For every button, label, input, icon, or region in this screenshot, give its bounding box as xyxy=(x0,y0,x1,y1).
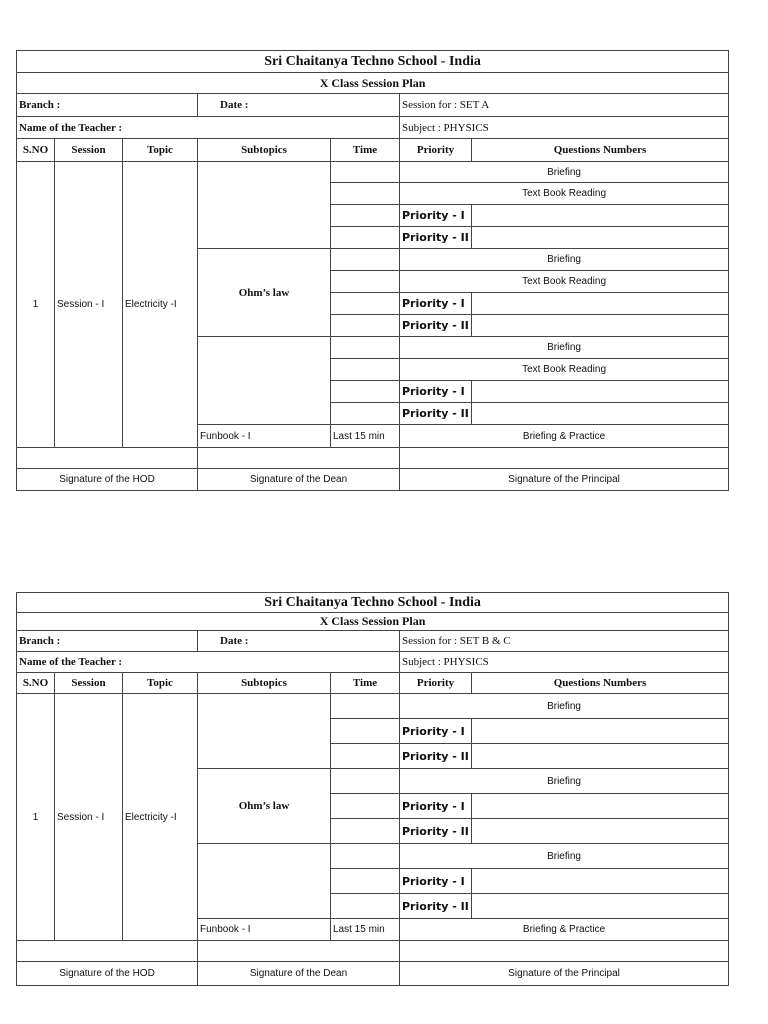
priority-1-cell: Priority - I xyxy=(400,381,472,403)
subject: Subject : PHYSICS xyxy=(400,652,729,673)
header-subtopics: Subtopics xyxy=(198,673,331,694)
topic-cell: Electricity -I xyxy=(123,162,198,448)
priority-1-cell: Priority - I xyxy=(400,293,472,315)
time-cell xyxy=(331,403,400,425)
header-question-numbers: Questions Numbers xyxy=(472,139,729,162)
branch-label: Branch : xyxy=(17,631,198,652)
column-headers xyxy=(17,673,729,694)
signature-row xyxy=(17,469,729,491)
time-cell xyxy=(331,249,400,271)
funbook-time: Last 15 min xyxy=(331,425,400,448)
session-cell: Session - I xyxy=(55,162,123,448)
time-cell xyxy=(331,819,400,844)
time-cell xyxy=(331,205,400,227)
session-plan-set-a xyxy=(16,50,728,491)
table-row xyxy=(17,162,729,183)
header-time: Time xyxy=(331,139,400,162)
time-cell xyxy=(331,271,400,293)
briefing-cell: Briefing xyxy=(400,769,729,794)
sno-cell: 1 xyxy=(17,162,55,448)
column-headers xyxy=(17,139,729,162)
header-priority: Priority xyxy=(400,673,472,694)
subject: Subject : PHYSICS xyxy=(400,117,729,139)
header-sno: S.NO xyxy=(17,673,55,694)
funbook-name: Funbook - I xyxy=(198,425,331,448)
time-cell xyxy=(331,844,400,869)
question-numbers-cell xyxy=(472,744,729,769)
question-numbers-cell xyxy=(472,869,729,894)
signature-hod: Signature of the HOD xyxy=(17,962,198,986)
time-cell xyxy=(331,381,400,403)
reading-cell: Text Book Reading xyxy=(400,271,729,293)
briefing-cell: Briefing xyxy=(400,162,729,183)
table-row xyxy=(17,694,729,719)
briefing-cell: Briefing xyxy=(400,249,729,271)
header-sno: S.NO xyxy=(17,139,55,162)
reading-cell: Text Book Reading xyxy=(400,183,729,205)
time-cell xyxy=(331,183,400,205)
sno-cell: 1 xyxy=(17,694,55,941)
header-question-numbers: Questions Numbers xyxy=(472,673,729,694)
question-numbers-cell xyxy=(472,819,729,844)
time-cell xyxy=(331,293,400,315)
plan-title: X Class Session Plan xyxy=(17,73,729,94)
priority-2-cell: Priority - II xyxy=(400,315,472,337)
topic-cell: Electricity -I xyxy=(123,694,198,941)
question-numbers-cell xyxy=(472,403,729,425)
signature-dean: Signature of the Dean xyxy=(198,962,400,986)
funbook-activity: Briefing & Practice xyxy=(400,919,729,941)
question-numbers-cell xyxy=(472,293,729,315)
time-cell xyxy=(331,894,400,919)
priority-1-cell: Priority - I xyxy=(400,869,472,894)
session-plan-table xyxy=(16,592,729,986)
header-subtopics: Subtopics xyxy=(198,139,331,162)
signature-hod: Signature of the HOD xyxy=(17,469,198,491)
time-cell xyxy=(331,315,400,337)
branch-label: Branch : xyxy=(17,94,198,117)
question-numbers-cell xyxy=(472,205,729,227)
signature-principal: Signature of the Principal xyxy=(400,962,729,986)
teacher-label: Name of the Teacher : xyxy=(17,117,400,139)
funbook-name: Funbook - I xyxy=(198,919,331,941)
signature-row xyxy=(17,962,729,986)
header-session: Session xyxy=(55,139,123,162)
subtopic-cell: Ohm’s law xyxy=(198,769,331,844)
briefing-cell: Briefing xyxy=(400,337,729,359)
subtopic-cell xyxy=(198,337,331,425)
time-cell xyxy=(331,359,400,381)
session-plan-set-b-c xyxy=(16,592,728,986)
header-time: Time xyxy=(331,673,400,694)
session-for: Session for : SET B & C xyxy=(400,631,729,652)
reading-cell: Text Book Reading xyxy=(400,359,729,381)
header-topic: Topic xyxy=(123,139,198,162)
time-cell xyxy=(331,744,400,769)
question-numbers-cell xyxy=(472,315,729,337)
funbook-time: Last 15 min xyxy=(331,919,400,941)
funbook-activity: Briefing & Practice xyxy=(400,425,729,448)
question-numbers-cell xyxy=(472,794,729,819)
session-cell: Session - I xyxy=(55,694,123,941)
briefing-cell: Briefing xyxy=(400,844,729,869)
subtopic-cell: Ohm’s law xyxy=(198,249,331,337)
briefing-cell: Briefing xyxy=(400,694,729,719)
plan-title: X Class Session Plan xyxy=(17,613,729,631)
signature-dean: Signature of the Dean xyxy=(198,469,400,491)
subtopic-cell xyxy=(198,844,331,919)
header-topic: Topic xyxy=(123,673,198,694)
question-numbers-cell xyxy=(472,381,729,403)
session-plan-table xyxy=(16,50,729,491)
blank-row xyxy=(17,941,729,962)
time-cell xyxy=(331,719,400,744)
priority-1-cell: Priority - I xyxy=(400,719,472,744)
priority-2-cell: Priority - II xyxy=(400,744,472,769)
header-priority: Priority xyxy=(400,139,472,162)
question-numbers-cell xyxy=(472,894,729,919)
session-for: Session for : SET A xyxy=(400,94,729,117)
priority-2-cell: Priority - II xyxy=(400,403,472,425)
subtopic-cell xyxy=(198,694,331,769)
priority-1-cell: Priority - I xyxy=(400,794,472,819)
signature-principal: Signature of the Principal xyxy=(400,469,729,491)
time-cell xyxy=(331,769,400,794)
blank-row xyxy=(17,448,729,469)
question-numbers-cell xyxy=(472,227,729,249)
priority-2-cell: Priority - II xyxy=(400,819,472,844)
time-cell xyxy=(331,694,400,719)
header-session: Session xyxy=(55,673,123,694)
priority-2-cell: Priority - II xyxy=(400,894,472,919)
question-numbers-cell xyxy=(472,719,729,744)
priority-2-cell: Priority - II xyxy=(400,227,472,249)
school-title: Sri Chaitanya Techno School - India xyxy=(17,51,729,73)
teacher-label: Name of the Teacher : xyxy=(17,652,400,673)
subtopic-cell xyxy=(198,162,331,249)
date-label: Date : xyxy=(198,94,400,117)
time-cell xyxy=(331,794,400,819)
time-cell xyxy=(331,227,400,249)
date-label: Date : xyxy=(198,631,400,652)
time-cell xyxy=(331,337,400,359)
priority-1-cell: Priority - I xyxy=(400,205,472,227)
school-title: Sri Chaitanya Techno School - India xyxy=(17,593,729,613)
time-cell xyxy=(331,869,400,894)
time-cell xyxy=(331,162,400,183)
